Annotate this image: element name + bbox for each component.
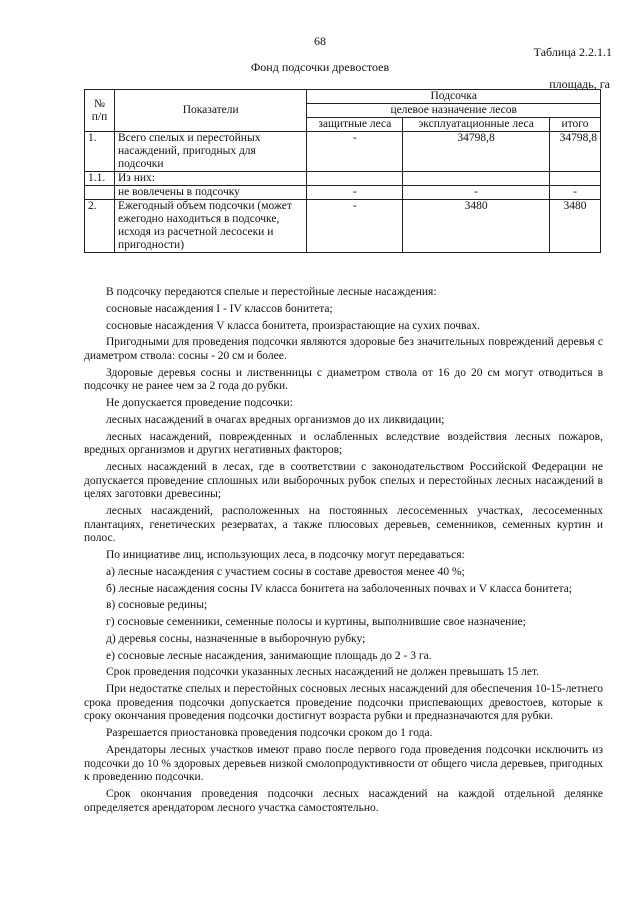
header-tapping: Подсочка	[307, 90, 601, 104]
header-operational: эксплуатационные леса	[403, 118, 550, 132]
row-num: 1.	[85, 132, 115, 172]
paragraph: лесных насаждений, поврежденных и ослабленных вследствие воздействия лесных пожаров, вредных организмов и других негативных факторов;	[84, 430, 603, 457]
row-operational: 34798,8	[403, 132, 550, 172]
paragraph: По инициативе лиц, использующих леса, в подсочку могут передаваться:	[106, 548, 465, 561]
row-total	[550, 172, 601, 186]
paragraph: лесных насаждений в лесах, где в соответствии с законодательством Российской Федерации не допускается проведение сплошных или выборочных рубок спелых и перестойных лесных насаждений в целях заготовки древесины;	[84, 461, 603, 501]
table-row	[85, 186, 601, 200]
row-total: 34798,8	[550, 132, 601, 172]
row-protective: -	[307, 132, 403, 172]
paragraph: сосновые насаждения I - IV классов бонитета;	[106, 302, 333, 315]
row-total: -	[550, 186, 601, 200]
paragraph: д) деревья сосны, назначенные в выборочную рубку;	[106, 632, 366, 645]
paragraph: Арендаторы лесных участков имеют право после первого года проведения подсочки исключить из подсочки до 10 % здоровых деревьев низкой смолопродуктивности от общего числа деревьев, пригодных к проведению подсочки.	[84, 743, 603, 784]
page-number: 68	[314, 34, 326, 48]
table-row	[85, 200, 601, 253]
row-name: не вовлечены в подсочку	[114, 186, 306, 200]
paragraph: При недостатке спелых и перестойных сосновых лесных насаждений для обеспечения 10-15-летнего срока проведения подсочки допускается проведение подсочки приспевающих древостоев, которые к сроку окончания проведения подсочки достигнут возраста рубки и предназначаются для рубки.	[84, 683, 603, 723]
wood-tapping-table	[84, 89, 601, 253]
header-total: итого	[550, 118, 601, 132]
paragraph: сосновые насаждения V класса бонитета, произрастающие на сухих почвах.	[106, 319, 480, 332]
row-num: 1.1.	[85, 172, 115, 186]
row-protective: -	[307, 186, 403, 200]
header-num: № п/п	[85, 90, 115, 132]
paragraph: Пригодными для проведения подсочки являются здоровые без значительных повреждений деревья с диаметром ствола: сосны - 20 см и более.	[84, 336, 603, 362]
paragraph: а) лесные насаждения с участием сосны в составе древостоя менее 40 %;	[106, 565, 465, 578]
row-protective	[307, 172, 403, 186]
table-label: Таблица 2.2.1.1	[533, 45, 612, 59]
row-operational	[403, 172, 550, 186]
row-num: 2.	[85, 200, 115, 253]
paragraph: Здоровые деревья сосны и лиственницы с диаметром ствола от 16 до 20 см могут отводиться в подсочку не ранее чем за 2 года до рубки.	[84, 366, 603, 393]
header-indicators: Показатели	[114, 90, 306, 132]
paragraph: Срок окончания проведения подсочки лесных насаждений на каждой отдельной делянке определяется арендатором лесного участка самостоятельно.	[84, 787, 603, 814]
paragraph: г) сосновые семенники, семенные полосы и куртины, выполнившие свое назначение;	[106, 616, 526, 629]
paragraph: в) сосновые редины;	[106, 599, 208, 612]
row-name: Ежегодный объем подсочки (может ежегодно находиться в подсочке, исходя из расчетной лесосеки и пригодности)	[114, 200, 306, 253]
row-total: 3480	[550, 200, 601, 253]
row-name: Из них:	[114, 172, 306, 186]
paragraph: Не допускается проведение подсочки:	[106, 397, 293, 410]
row-name: Всего спелых и перестойных насаждений, пригодных для подсочки	[114, 132, 306, 172]
body-text	[84, 286, 603, 818]
row-num	[85, 186, 115, 200]
paragraph: е) сосновые лесные насаждения, занимающие площадь до 2 - 3 га.	[106, 649, 432, 662]
paragraph: В подсочку передаются спелые и перестойные лесные насаждения:	[106, 286, 437, 298]
paragraph: лесных насаждений, расположенных на постоянных лесосеменных участках, лесосеменных плантациях, генетических резерватах, а также плюсовых деревьев, семенников, семенных куртин и полос.	[84, 505, 603, 545]
paragraph: Разрешается приостановка проведения подсочки сроком до 1 года.	[106, 727, 433, 740]
header-protective: защитные леса	[307, 118, 403, 132]
paragraph: б) лесные насаждения сосны IV класса бонитета на заболоченных почвах и V класса бонитета;	[106, 582, 573, 595]
table-row	[85, 172, 601, 186]
row-operational: 3480	[403, 200, 550, 253]
table-row	[85, 132, 601, 172]
unit-label: площадь, га	[549, 77, 610, 91]
table-header-row	[85, 90, 601, 104]
paragraph: лесных насаждений в очагах вредных организмов до их ликвидации;	[106, 413, 445, 426]
header-purpose: целевое назначение лесов	[307, 104, 601, 118]
table-title: Фонд подсочки древостоев	[250, 60, 390, 74]
paragraph: Срок проведения подсочки указанных лесных насаждений не должен превышать 15 лет.	[106, 666, 540, 679]
row-operational: -	[403, 186, 550, 200]
row-protective: -	[307, 200, 403, 253]
